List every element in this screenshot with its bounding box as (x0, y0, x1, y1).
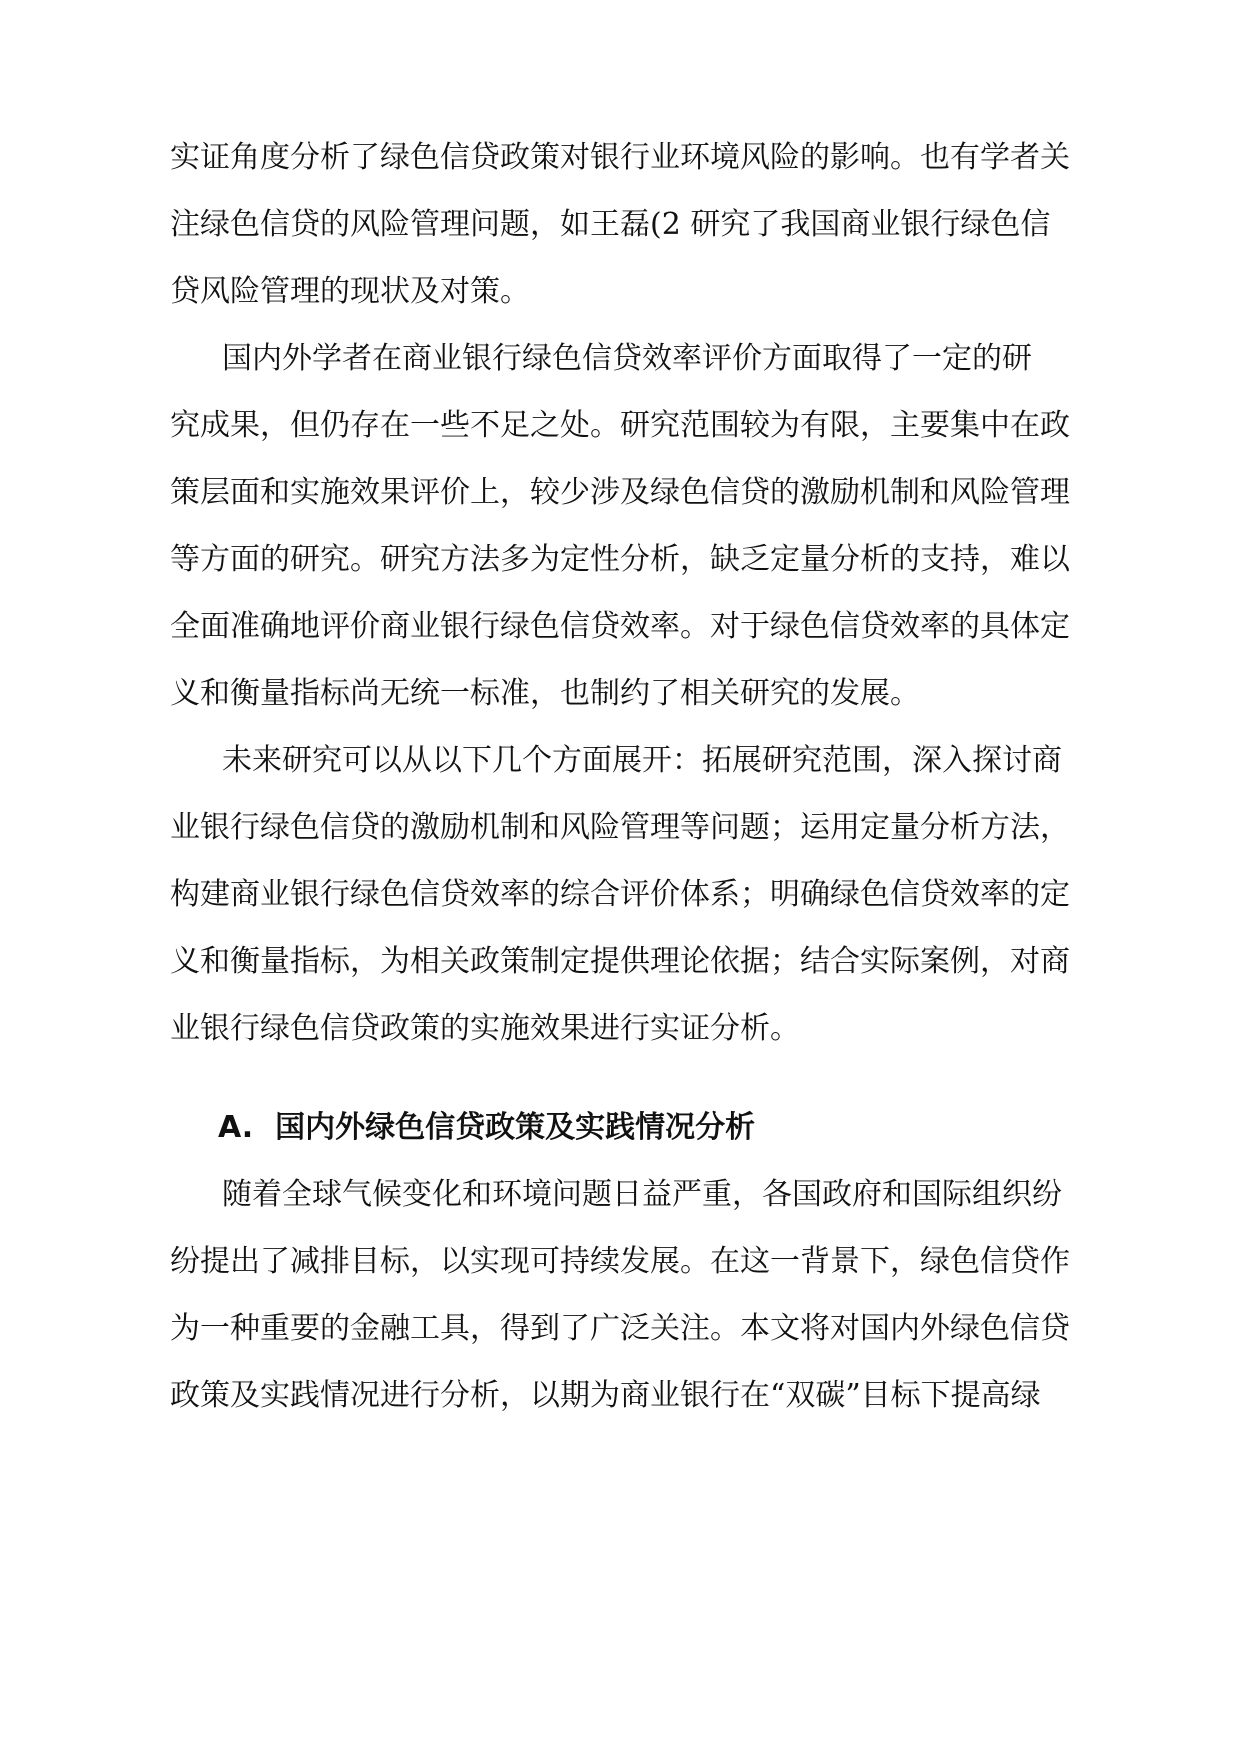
paragraph-line: 实证角度分析了绿色信贷政策对银行业环境风险的影响。也有学者关 (170, 140, 1070, 175)
paragraph-line: 业银行绿色信贷的激励机制和风险管理等问题；运用定量分析方法， (170, 810, 1070, 845)
paragraph-line: 策层面和实施效果评价上，较少涉及绿色信贷的激励机制和风险管理 (170, 475, 1070, 510)
paragraph-line: 义和衡量指标尚无统一标准，也制约了相关研究的发展。 (170, 676, 920, 711)
paragraph-line: 业银行绿色信贷政策的实施效果进行实证分析。 (170, 1011, 800, 1046)
paragraph-line: 纷提出了减排目标，以实现可持续发展。在这一背景下，绿色信贷作 (170, 1244, 1070, 1279)
paragraph-line: 究成果，但仍存在一些不足之处。研究范围较为有限，主要集中在政 (170, 408, 1070, 443)
paragraph-line: 注绿色信贷的风险管理问题，如王磊(2 研究了我国商业银行绿色信 (170, 207, 1051, 242)
section-heading (218, 1108, 755, 1148)
paragraph-line: 为一种重要的金融工具，得到了广泛关注。本文将对国内外绿色信贷 (170, 1311, 1070, 1346)
paragraph-line: 全面准确地评价商业银行绿色信贷效率。对于绿色信贷效率的具体定 (170, 609, 1070, 644)
paragraph-line: 构建商业银行绿色信贷效率的综合评价体系；明确绿色信贷效率的定 (170, 877, 1070, 912)
paragraph-line: 贷风险管理的现状及对策。 (170, 274, 530, 309)
paragraph-line: 随着全球气候变化和环境问题日益严重，各国政府和国际组织纷 (222, 1177, 1062, 1212)
paragraph-line: 义和衡量指标，为相关政策制定提供理论依据；结合实际案例，对商 (170, 944, 1070, 979)
paragraph-line: 国内外学者在商业银行绿色信贷效率评价方面取得了一定的研 (222, 341, 1032, 376)
paragraph-line: 未来研究可以从以下几个方面展开：拓展研究范围，深入探讨商 (222, 743, 1062, 778)
paragraph-line: 政策及实践情况进行分析，以期为商业银行在“双碳”目标下提高绿 (170, 1378, 1041, 1413)
section-heading-marker: A. (218, 1110, 254, 1145)
section-heading-title: 国内外绿色信贷政策及实践情况分析 (275, 1110, 756, 1145)
paragraph-line: 等方面的研究。研究方法多为定性分析，缺乏定量分析的支持，难以 (170, 542, 1070, 577)
